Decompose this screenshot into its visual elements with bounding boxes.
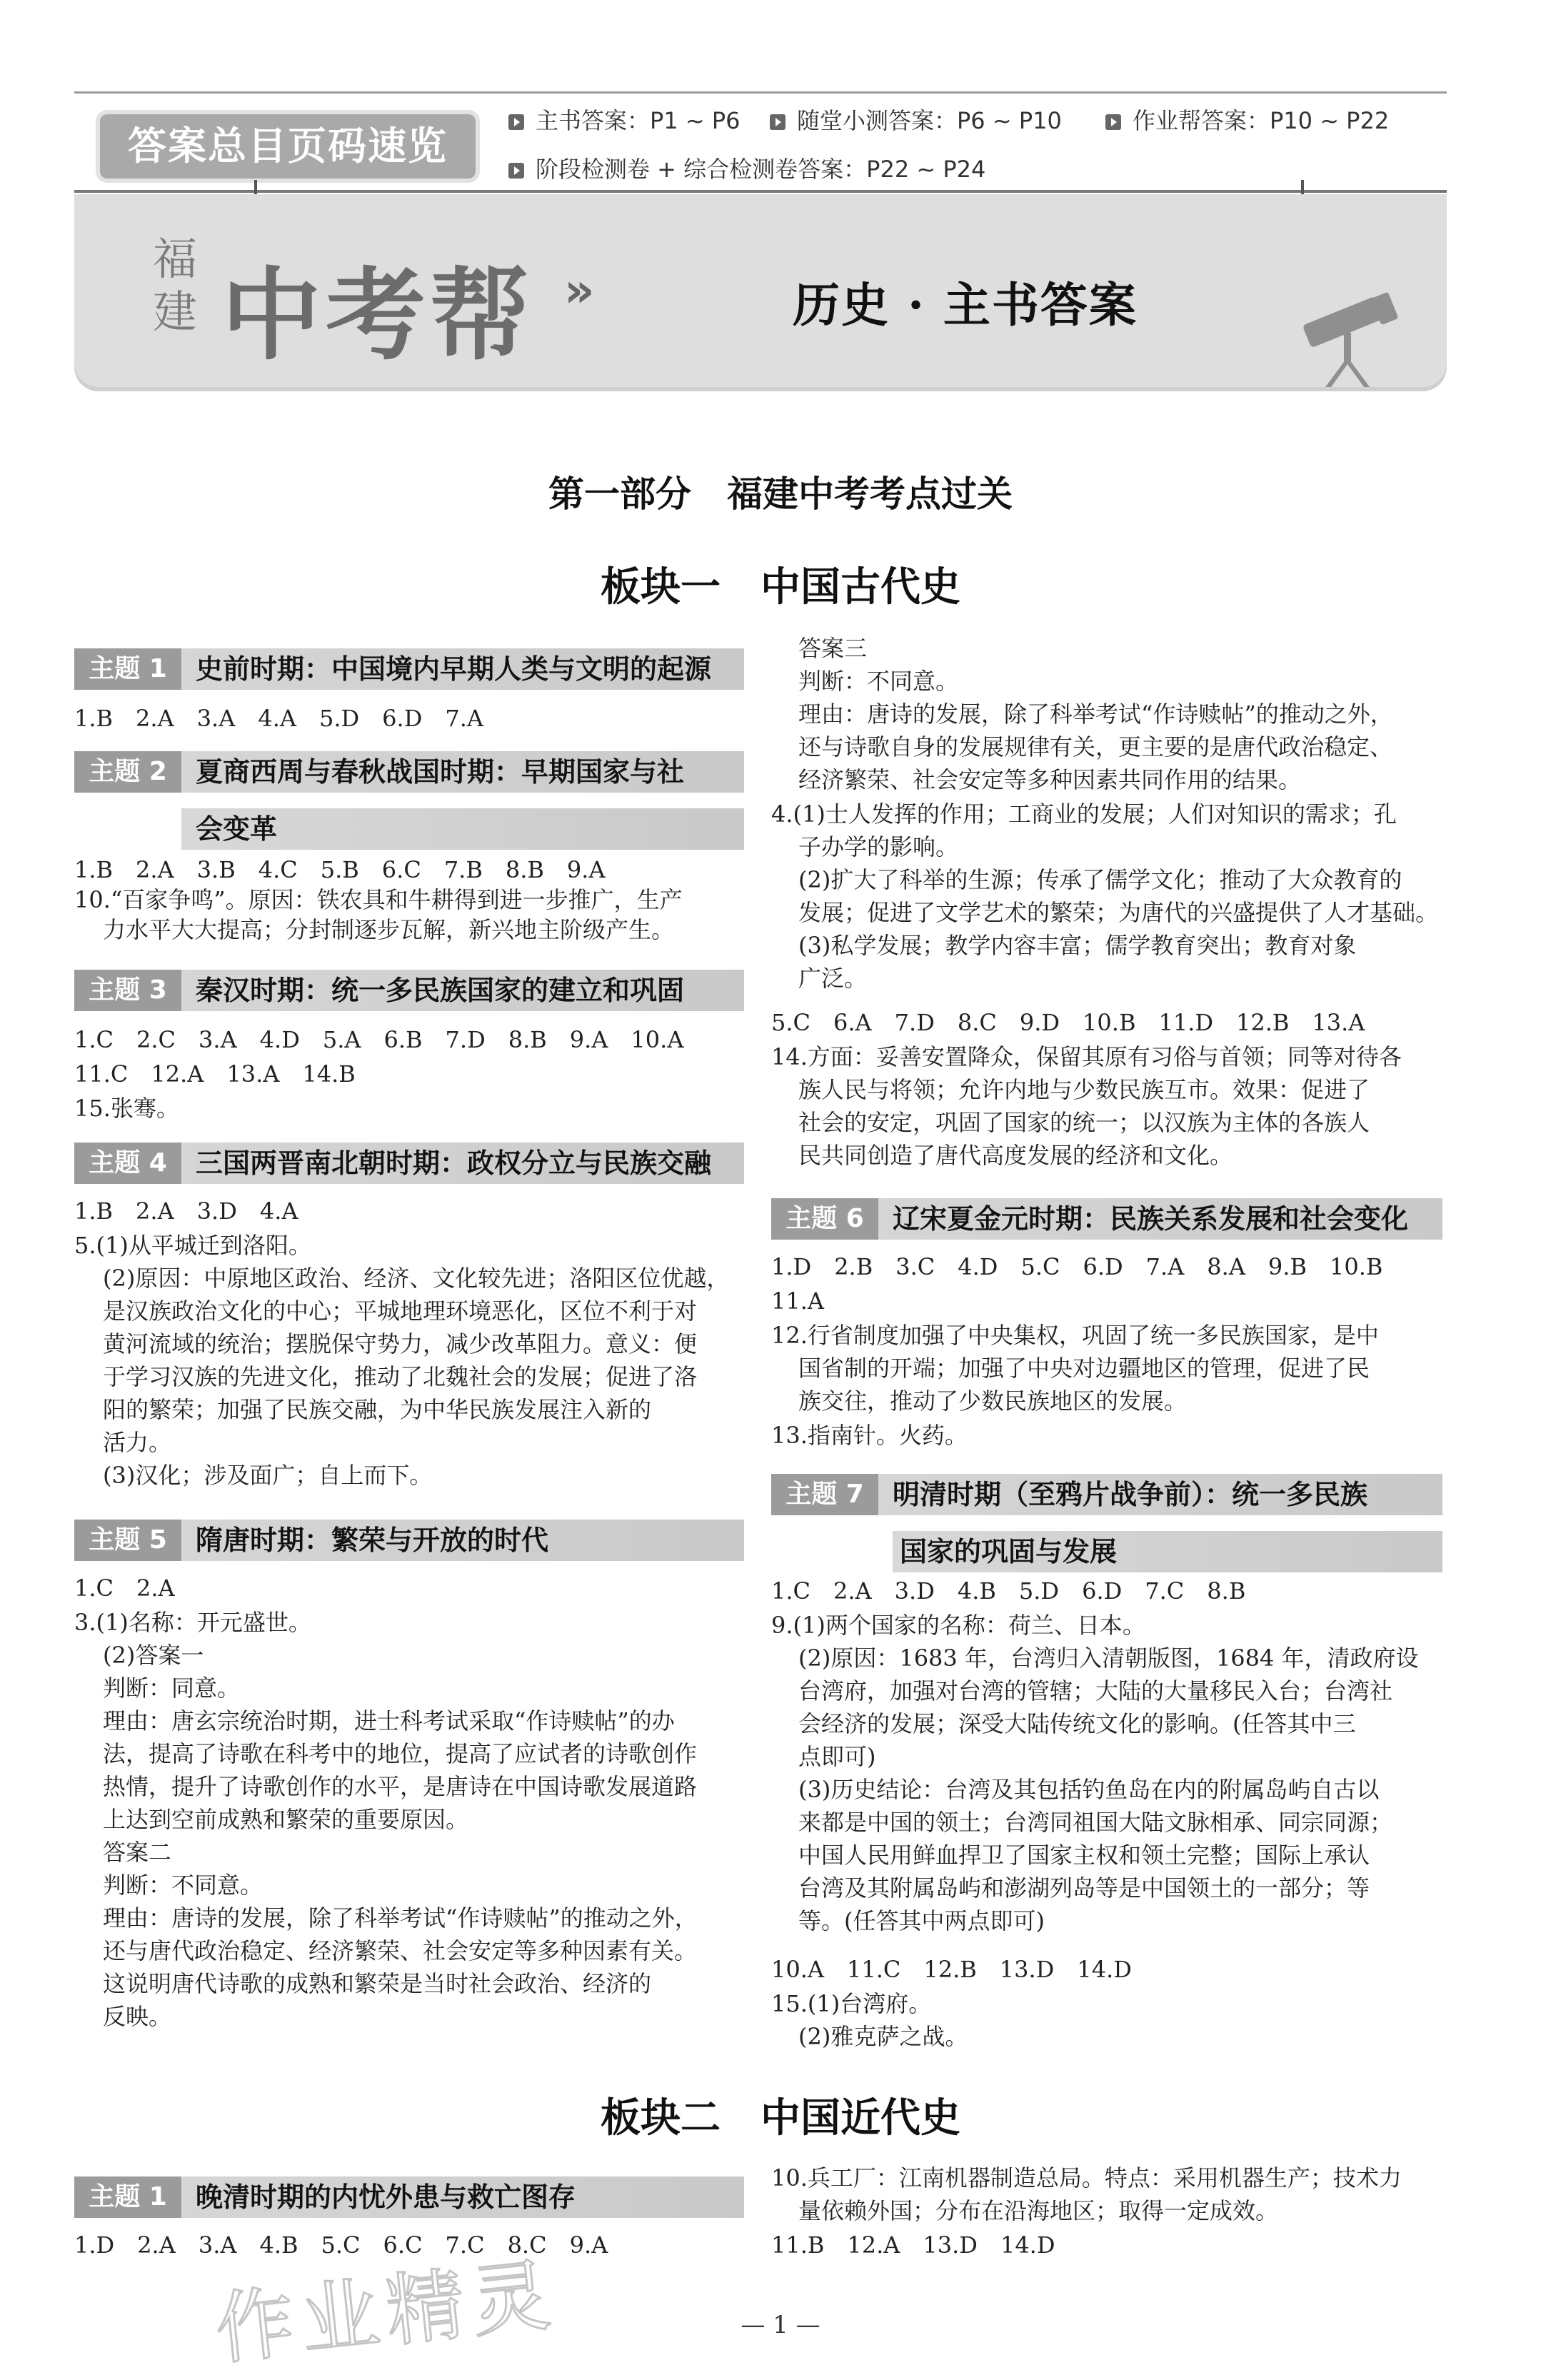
answer-line: 族交往，推动了少数民族地区的发展。 bbox=[798, 1387, 1188, 1415]
answer-line: 4.(1)士人发挥的作用；工商业的发展；人们对知识的需求；孔 bbox=[771, 800, 1397, 828]
answer-line: 14.方面：妥善安置降众，保留其原有习俗与首领；同等对待各 bbox=[771, 1043, 1402, 1070]
topic-bar: 主题 7 明清时期（至鸦片战争前）：统一多民族 bbox=[771, 1474, 1442, 1515]
play-icon bbox=[770, 114, 785, 130]
banner-rule bbox=[74, 190, 1447, 193]
topic-bar: 主题 1 史前时期：中国境内早期人类与文明的起源 bbox=[74, 648, 744, 690]
answer-line: 这说明唐代诗歌的成熟和繁荣是当时社会政治、经济的 bbox=[103, 1970, 652, 1997]
toc-item[interactable]: 随堂小测答案：P6 ~ P10 bbox=[770, 103, 1062, 136]
answer-line: (3)汉化；涉及面广；自上而下。 bbox=[103, 1462, 433, 1489]
topic-bar: 主题 1 晚清时期的内忧外患与救亡图存 bbox=[74, 2176, 744, 2218]
answer-line: 10.兵工厂：江南机器制造总局。特点：采用机器生产；技术力 bbox=[771, 2164, 1402, 2191]
answer-line: 热情，提升了诗歌创作的水平，是唐诗在中国诗歌发展道路 bbox=[103, 1773, 698, 1800]
answer-line: 1.B 2.A 3.B 4.C 5.B 6.C 7.B 8.B 9.A bbox=[74, 856, 606, 883]
answer-line: 11.B 12.A 13.D 14.D bbox=[771, 2231, 1055, 2259]
answer-line: 5.C 6.A 7.D 8.C 9.D 10.B 11.D 12.B 13.A bbox=[771, 1009, 1365, 1036]
answer-line: 台湾府，加强对台湾的管辖；大陆的大量移民入台；台湾社 bbox=[798, 1677, 1393, 1704]
answer-line: 3.(1)名称：开元盛世。 bbox=[74, 1609, 311, 1636]
answer-line: 活力。 bbox=[103, 1429, 172, 1456]
answer-line: 上达到空前成熟和繁荣的重要原因。 bbox=[103, 1806, 469, 1833]
answer-line: (2)扩大了科举的生源；传承了儒学文化；推动了大众教育的 bbox=[798, 866, 1402, 893]
watermark: 作业精灵 bbox=[211, 2249, 562, 2376]
answer-line: 理由：唐诗的发展，除了科举考试“作诗赎帖”的推动之外， bbox=[798, 701, 1393, 728]
answer-line: (2)雅克萨之战。 bbox=[798, 2023, 968, 2050]
answer-line: 12.行省制度加强了中央集权，巩固了统一多民族国家，是中 bbox=[771, 1322, 1379, 1349]
answer-line: 9.(1)两个国家的名称：荷兰、日本。 bbox=[771, 1612, 1145, 1639]
answer-line: 答案二 bbox=[103, 1839, 172, 1866]
play-icon bbox=[508, 114, 524, 130]
answer-line: 国省制的开端；加强了中央对边疆地区的管理，促进了民 bbox=[798, 1355, 1370, 1382]
answer-line: 判断：不同意。 bbox=[798, 668, 959, 695]
answer-line: 13.指南针。火药。 bbox=[771, 1422, 968, 1449]
answer-line: 判断：不同意。 bbox=[103, 1872, 263, 1899]
topic-bar: 主题 3 秦汉时期：统一多民族国家的建立和巩固 bbox=[74, 970, 744, 1011]
region-label: 福 建 bbox=[152, 233, 197, 338]
part-title: 第一部分 福建中考考点过关 bbox=[548, 473, 1013, 515]
toc-item[interactable]: 阶段检测卷 + 综合检测卷答案：P22 ~ P24 bbox=[508, 151, 985, 184]
block-title: 板块二 中国近代史 bbox=[601, 2095, 960, 2142]
answer-line: 于学习汉族的先进文化，推动了北魏社会的发展；促进了洛 bbox=[103, 1363, 698, 1390]
answer-line: 社会的安定，巩固了国家的统一；以汉族为主体的各族人 bbox=[798, 1109, 1370, 1136]
answer-line: 发展；促进了文学艺术的繁荣；为唐代的兴盛提供了人才基础。 bbox=[798, 899, 1439, 926]
answer-line: 反映。 bbox=[103, 2003, 172, 2030]
answer-line: 15.(1)台湾府。 bbox=[771, 1990, 932, 2017]
play-icon bbox=[1105, 114, 1121, 130]
answer-line: 11.C 12.A 13.A 14.B bbox=[74, 1060, 356, 1088]
topic-bar-cont: 会变革 bbox=[181, 808, 744, 850]
answer-line: 广泛。 bbox=[798, 965, 868, 992]
answer-line: 阳的繁荣；加强了民族交融，为中华民族发展注入新的 bbox=[103, 1396, 652, 1423]
answer-line: (3)历史结论：台湾及其包括钓鱼岛在内的附属岛屿自古以 bbox=[798, 1776, 1380, 1803]
answer-line: 子办学的影响。 bbox=[798, 833, 959, 860]
block-title: 板块一 中国古代史 bbox=[601, 564, 960, 611]
answer-line: 理由：唐诗的发展，除了科举考试“作诗赎帖”的推动之外， bbox=[103, 1904, 698, 1932]
answer-line: 15.张骞。 bbox=[74, 1095, 179, 1122]
answer-line: 中国人民用鲜血捍卫了国家主权和领土完整；国际上承认 bbox=[798, 1842, 1370, 1869]
answer-line: 1.C 2.A 3.D 4.B 5.D 6.D 7.C 8.B bbox=[771, 1577, 1246, 1605]
topic-bar: 主题 5 隋唐时期：繁荣与开放的时代 bbox=[74, 1520, 744, 1561]
answer-line: (2)答案一 bbox=[103, 1642, 204, 1669]
answer-line: 等。(任答其中两点即可) bbox=[798, 1907, 1045, 1934]
topic-bar: 主题 2 夏商西周与春秋战国时期：早期国家与社 bbox=[74, 751, 744, 793]
answer-line: 还与唐代政治稳定、经济繁荣、社会安定等多种因素有关。 bbox=[103, 1937, 698, 1964]
answer-line: 量依赖外国；分布在沿海地区；取得一定成效。 bbox=[798, 2197, 1279, 2224]
answer-line: 是汉族政治文化的中心；平城地理环境恶化，区位不利于对 bbox=[103, 1297, 698, 1325]
book-title: 历史 · 主书答案 bbox=[793, 277, 1138, 333]
top-rule bbox=[74, 91, 1447, 94]
answer-line: 1.C 2.A bbox=[74, 1575, 175, 1602]
chevron-right-icon: » bbox=[564, 263, 595, 318]
toc-item[interactable]: 作业帮答案：P10 ~ P22 bbox=[1105, 103, 1389, 136]
answer-line: 法，提高了诗歌在科考中的地位，提高了应试者的诗歌创作 bbox=[103, 1740, 698, 1767]
answer-line: (2)原因：中原地区政治、经济、文化较先进；洛阳区位优越， bbox=[103, 1265, 730, 1292]
answer-line: (2)原因：1683 年，台湾归入清朝版图，1684 年，清政府设 bbox=[798, 1645, 1419, 1672]
answer-line: 1.D 2.A 3.A 4.B 5.C 6.C 7.C 8.C 9.A bbox=[74, 2231, 608, 2259]
answer-line: 理由：唐玄宗统治时期，进士科考试采取“作诗赎帖”的办 bbox=[103, 1707, 675, 1734]
topic-bar-cont: 国家的巩固与发展 bbox=[893, 1531, 1442, 1572]
answer-line: 10.A 11.C 12.B 13.D 14.D bbox=[771, 1956, 1132, 1983]
answer-line: 经济繁荣、社会安定等多种因素共同作用的结果。 bbox=[798, 766, 1302, 793]
answer-line: 1.B 2.A 3.A 4.A 5.D 6.D 7.A bbox=[74, 705, 483, 732]
answer-line: 判断：同意。 bbox=[103, 1674, 241, 1702]
answer-line: 台湾及其附属岛屿和澎湖列岛等是中国领土的一部分；等 bbox=[798, 1874, 1370, 1902]
play-icon bbox=[508, 163, 524, 179]
answer-line: 力水平大大提高；分封制逐步瓦解，新兴地主阶级产生。 bbox=[103, 916, 675, 943]
answer-line: 答案三 bbox=[798, 635, 868, 662]
answer-line: 黄河流域的统治；摆脱保守势力，减少改革阻力。意义：便 bbox=[103, 1330, 698, 1357]
answer-line: 10.“百家争鸣”。原因：铁农具和牛耕得到进一步推广，生产 bbox=[74, 886, 683, 913]
answer-line: 1.D 2.B 3.C 4.D 5.C 6.D 7.A 8.A 9.B 10.B bbox=[771, 1253, 1383, 1280]
page-number: — 1 — bbox=[741, 2311, 820, 2339]
answer-line: 还与诗歌自身的发展规律有关，更主要的是唐代政治稳定、 bbox=[798, 733, 1393, 760]
answer-line: (3)私学发展；教学内容丰富；儒学教育突出；教育对象 bbox=[798, 932, 1357, 959]
answer-line: 来都是中国的领土；台湾同祖国大陆文脉相承、同宗同源； bbox=[798, 1809, 1393, 1836]
answer-line: 族人民与将领；允许内地与少数民族互市。效果：促进了 bbox=[798, 1076, 1370, 1103]
toc-badge: 答案总目页码速览 bbox=[100, 114, 476, 179]
answer-line: 民共同创造了唐代高度发展的经济和文化。 bbox=[798, 1142, 1233, 1169]
telescope-icon bbox=[1297, 288, 1404, 388]
brand-logo: 中考帮 bbox=[221, 258, 535, 374]
answer-line: 1.B 2.A 3.D 4.A bbox=[74, 1197, 298, 1225]
answer-line: 点即可) bbox=[798, 1743, 876, 1770]
answer-line: 1.C 2.C 3.A 4.D 5.A 6.B 7.D 8.B 9.A 10.A bbox=[74, 1026, 684, 1053]
answer-line: 会经济的发展；深受大陆传统文化的影响。(任答其中三 bbox=[798, 1710, 1356, 1737]
topic-bar: 主题 4 三国两晋南北朝时期：政权分立与民族交融 bbox=[74, 1143, 744, 1184]
answer-line: 11.A bbox=[771, 1287, 824, 1315]
toc-item[interactable]: 主书答案：P1 ~ P6 bbox=[508, 103, 740, 136]
answer-line: 5.(1)从平城迁到洛阳。 bbox=[74, 1232, 311, 1259]
topic-bar: 主题 6 辽宋夏金元时期：民族关系发展和社会变化 bbox=[771, 1198, 1442, 1240]
